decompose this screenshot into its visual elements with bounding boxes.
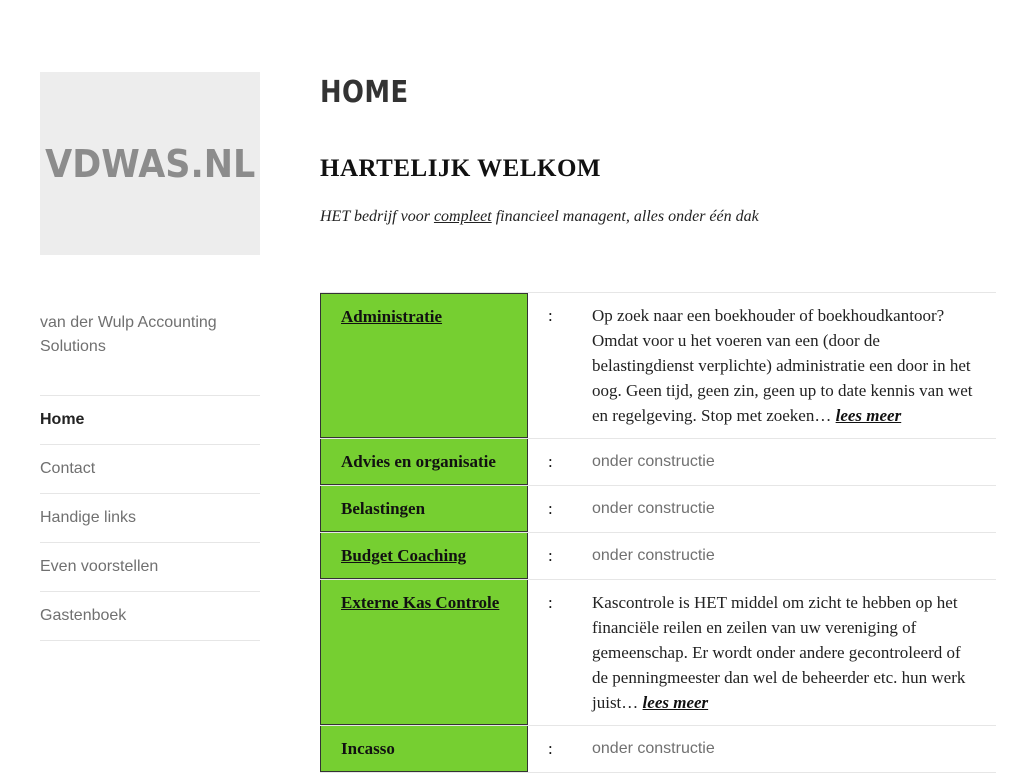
separator-colon: : xyxy=(548,593,553,612)
welcome-heading: HARTELIJK WELKOM xyxy=(320,155,602,182)
service-description: onder constructie xyxy=(592,500,715,517)
sidebar xyxy=(40,72,260,641)
table-row xyxy=(320,439,996,486)
intro-text xyxy=(320,208,996,226)
service-name-advies-en-organisatie: Advies en organisatie xyxy=(341,452,496,471)
service-link-budget-coaching[interactable]: Budget Coaching xyxy=(341,546,467,565)
service-description: onder constructie xyxy=(592,453,715,470)
separator-colon: : xyxy=(548,739,553,758)
separator-colon: : xyxy=(548,306,553,325)
main-content xyxy=(320,72,996,773)
read-more-link[interactable]: lees meer xyxy=(835,406,902,425)
site-logo[interactable] xyxy=(40,72,260,255)
service-description-text: Kascontrole is HET middel om zicht te hebben op het financiële reilen en zeilen van uw vereniging of gemeenschap. Er wordt onder andere gecontroleerd of de penningmeester dan wel de beheerder etc. hun werk juist… xyxy=(592,593,966,712)
service-name-incasso: Incasso xyxy=(341,739,395,758)
service-description-text: Op zoek naar een boekhouder of boekhoudkantoor? Omdat voor u het voeren van een (door de belastingdienst verplichte) administratie een door in het oog. Geen tijd, geen zin, geen up to date kennis van wet en regelgeving. Stop met zoeken… xyxy=(592,306,973,425)
separator-colon: : xyxy=(548,546,553,565)
service-link-externe-kas-controle[interactable]: Externe Kas Controle xyxy=(341,593,500,612)
table-row xyxy=(320,533,996,580)
site-tagline: van der Wulp Accounting Solutions xyxy=(40,314,217,355)
table-row xyxy=(320,726,996,773)
table-row xyxy=(320,580,996,726)
nav-item-home[interactable]: Home xyxy=(40,396,260,445)
intro-text-before: HET bedrijf voor xyxy=(320,208,434,225)
table-row xyxy=(320,293,996,439)
service-description: onder constructie xyxy=(592,547,715,564)
service-name-cell xyxy=(320,533,528,579)
service-description xyxy=(592,293,996,438)
intro-text-after: financieel managent, alles onder één dak xyxy=(491,208,759,225)
nav-item-contact[interactable]: Contact xyxy=(40,445,260,494)
table-row xyxy=(320,486,996,533)
service-description: onder constructie xyxy=(592,740,715,757)
service-name-cell xyxy=(320,726,528,772)
service-description xyxy=(592,580,996,725)
main-nav xyxy=(40,395,260,641)
service-name-cell xyxy=(320,439,528,485)
nav-item-handige-links[interactable]: Handige links xyxy=(40,494,260,543)
service-name-belastingen: Belastingen xyxy=(341,499,426,518)
service-link-administratie[interactable]: Administratie xyxy=(341,307,443,326)
separator-colon: : xyxy=(548,452,553,471)
service-name-cell xyxy=(320,486,528,532)
services-table xyxy=(320,292,996,773)
nav-item-even-voorstellen[interactable]: Even voorstellen xyxy=(40,543,260,592)
service-name-cell xyxy=(320,293,528,438)
page-title: HOME xyxy=(320,75,409,110)
service-name-cell xyxy=(320,580,528,725)
read-more-link[interactable]: lees meer xyxy=(642,693,709,712)
logo-text: VDWAS.NL xyxy=(44,141,256,186)
intro-link-compleet[interactable]: compleet xyxy=(433,208,492,225)
separator-colon: : xyxy=(548,499,553,518)
nav-item-gastenboek[interactable]: Gastenboek xyxy=(40,592,260,641)
